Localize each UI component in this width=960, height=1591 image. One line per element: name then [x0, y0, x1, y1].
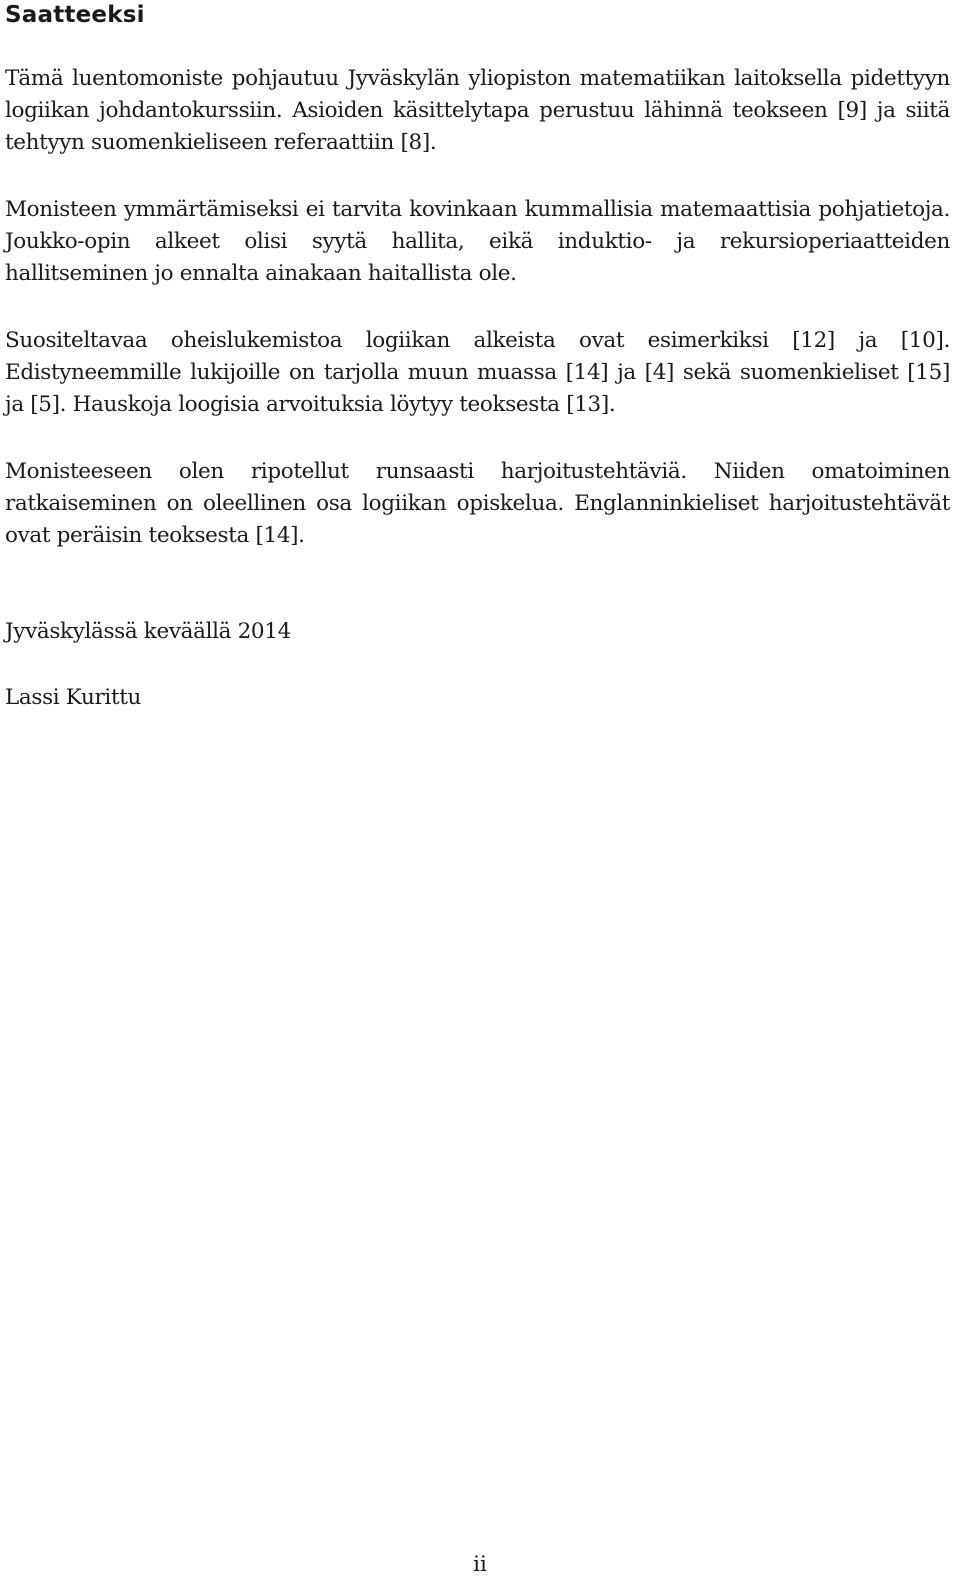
- paragraph-course-basis: Tämä luentomoniste pohjautuu Jyväskylän yliopiston matematiikan laitoksella pidettyyn logiikan johdantokurssiin. Asioiden käsittelytapa perustuu lähinnä teokseen [9] ja siitä tehtyyn suomenkieliseen referaattiin [8].: [5, 66, 950, 155]
- section-heading: Saatteeksi: [5, 2, 145, 28]
- paragraph-exercises: Monisteeseen olen ripotellut runsaasti harjoitustehtäviä. Niiden omatoiminen ratkaiseminen on oleellinen osa logiikan opiskelua. Englanninkieliset harjoitustehtävät ovat peräisin teoksesta [14].: [5, 459, 950, 548]
- author-name: Lassi Kurittu: [5, 685, 142, 710]
- page-number: ii: [473, 1552, 487, 1577]
- paragraph-further-reading: Suositeltavaa oheislukemistoa logiikan alkeista ovat esimerkiksi [12] ja [10]. Edistyneemmille lukijoille on tarjolla muun muassa [14] ja [4] sekä suomenkieliset [15] ja [5]. Hauskoja loogisia arvoituksia löytyy teoksesta [13].: [5, 328, 950, 417]
- place-and-date: Jyväskylässä keväällä 2014: [5, 619, 291, 644]
- paragraph-prerequisites: Monisteen ymmärtämiseksi ei tarvita kovinkaan kummallisia matemaattisia pohjatietoja. Joukko-opin alkeet olisi syytä hallita, eikä induktio- ja rekursioperiaatteiden hallitseminen jo ennalta ainakaan haitallista ole.: [5, 197, 950, 286]
